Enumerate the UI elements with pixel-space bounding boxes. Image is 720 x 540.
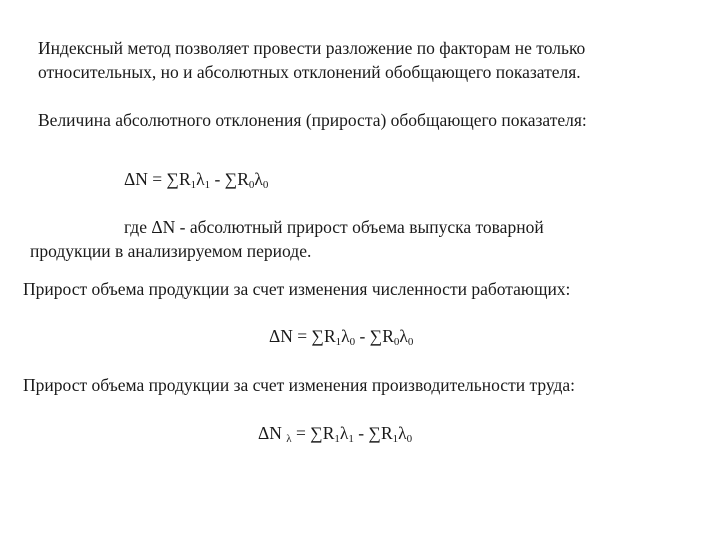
formula-operator: -	[355, 326, 370, 346]
where-line-1: где ΔN - абсолютный прирост объема выпуска товарной	[124, 217, 544, 237]
workers-formula	[269, 324, 413, 348]
formula-subscript: 0	[406, 433, 413, 445]
formula-term: λ	[339, 423, 349, 443]
formula-term: λ	[341, 326, 350, 346]
formula-subscript: 1	[190, 179, 197, 191]
formula-term: ∑R	[311, 326, 336, 346]
formula-term: ∑R	[166, 169, 191, 189]
intro-paragraph	[38, 36, 585, 84]
where-line-2: продукции в анализируемом периоде.	[30, 241, 312, 261]
formula-subscript: 0	[393, 336, 400, 348]
productivity-formula	[258, 421, 412, 445]
formula-term: λ	[399, 326, 408, 346]
formula-term: ∑R	[224, 169, 249, 189]
formula-term: ∑R	[368, 423, 393, 443]
formula-subscript: 1	[392, 433, 399, 445]
workers-heading: Прирост объема продукции за счет изменения численности работающих:	[23, 279, 571, 299]
intro-line-1: Индексный метод позволяет провести разложение по факторам не только	[38, 38, 586, 58]
formula-subscript: 1	[334, 433, 340, 445]
formula-subscript: 0	[262, 179, 269, 191]
absolute-deviation-heading: Величина абсолютного отклонения (прироста) обобщающего показателя:	[38, 110, 587, 130]
formula-operator: -	[353, 423, 369, 443]
formula-subscript: 0	[248, 179, 255, 191]
formula-subscript: 0	[349, 336, 356, 348]
productivity-heading: Прирост объема продукции за счет изменения производительности труда:	[23, 375, 576, 395]
formula-operator: -	[210, 169, 225, 189]
formula-lhs: ΔN	[258, 423, 287, 443]
formula-subscript: 1	[335, 336, 342, 348]
formula-term: λ	[254, 169, 263, 189]
formula-term: λ	[398, 423, 407, 443]
total-deviation-formula	[124, 167, 268, 191]
formula-term: λ	[196, 169, 205, 189]
where-explanation	[30, 215, 544, 263]
formula-subscript: 1	[204, 179, 211, 191]
formula-term: ∑R	[310, 423, 335, 443]
formula-subscript: 1	[348, 433, 354, 445]
intro-line-2: относительных, но и абсолютных отклонений обобщающего показателя.	[38, 62, 581, 82]
formula-term: ∑R	[369, 326, 394, 346]
formula-lhs: ΔN =	[269, 326, 312, 346]
formula-lhs: ΔN =	[124, 169, 167, 189]
formula-subscript: 0	[407, 336, 414, 348]
formula-subscript: λ	[286, 433, 292, 445]
formula-operator: =	[291, 423, 311, 443]
